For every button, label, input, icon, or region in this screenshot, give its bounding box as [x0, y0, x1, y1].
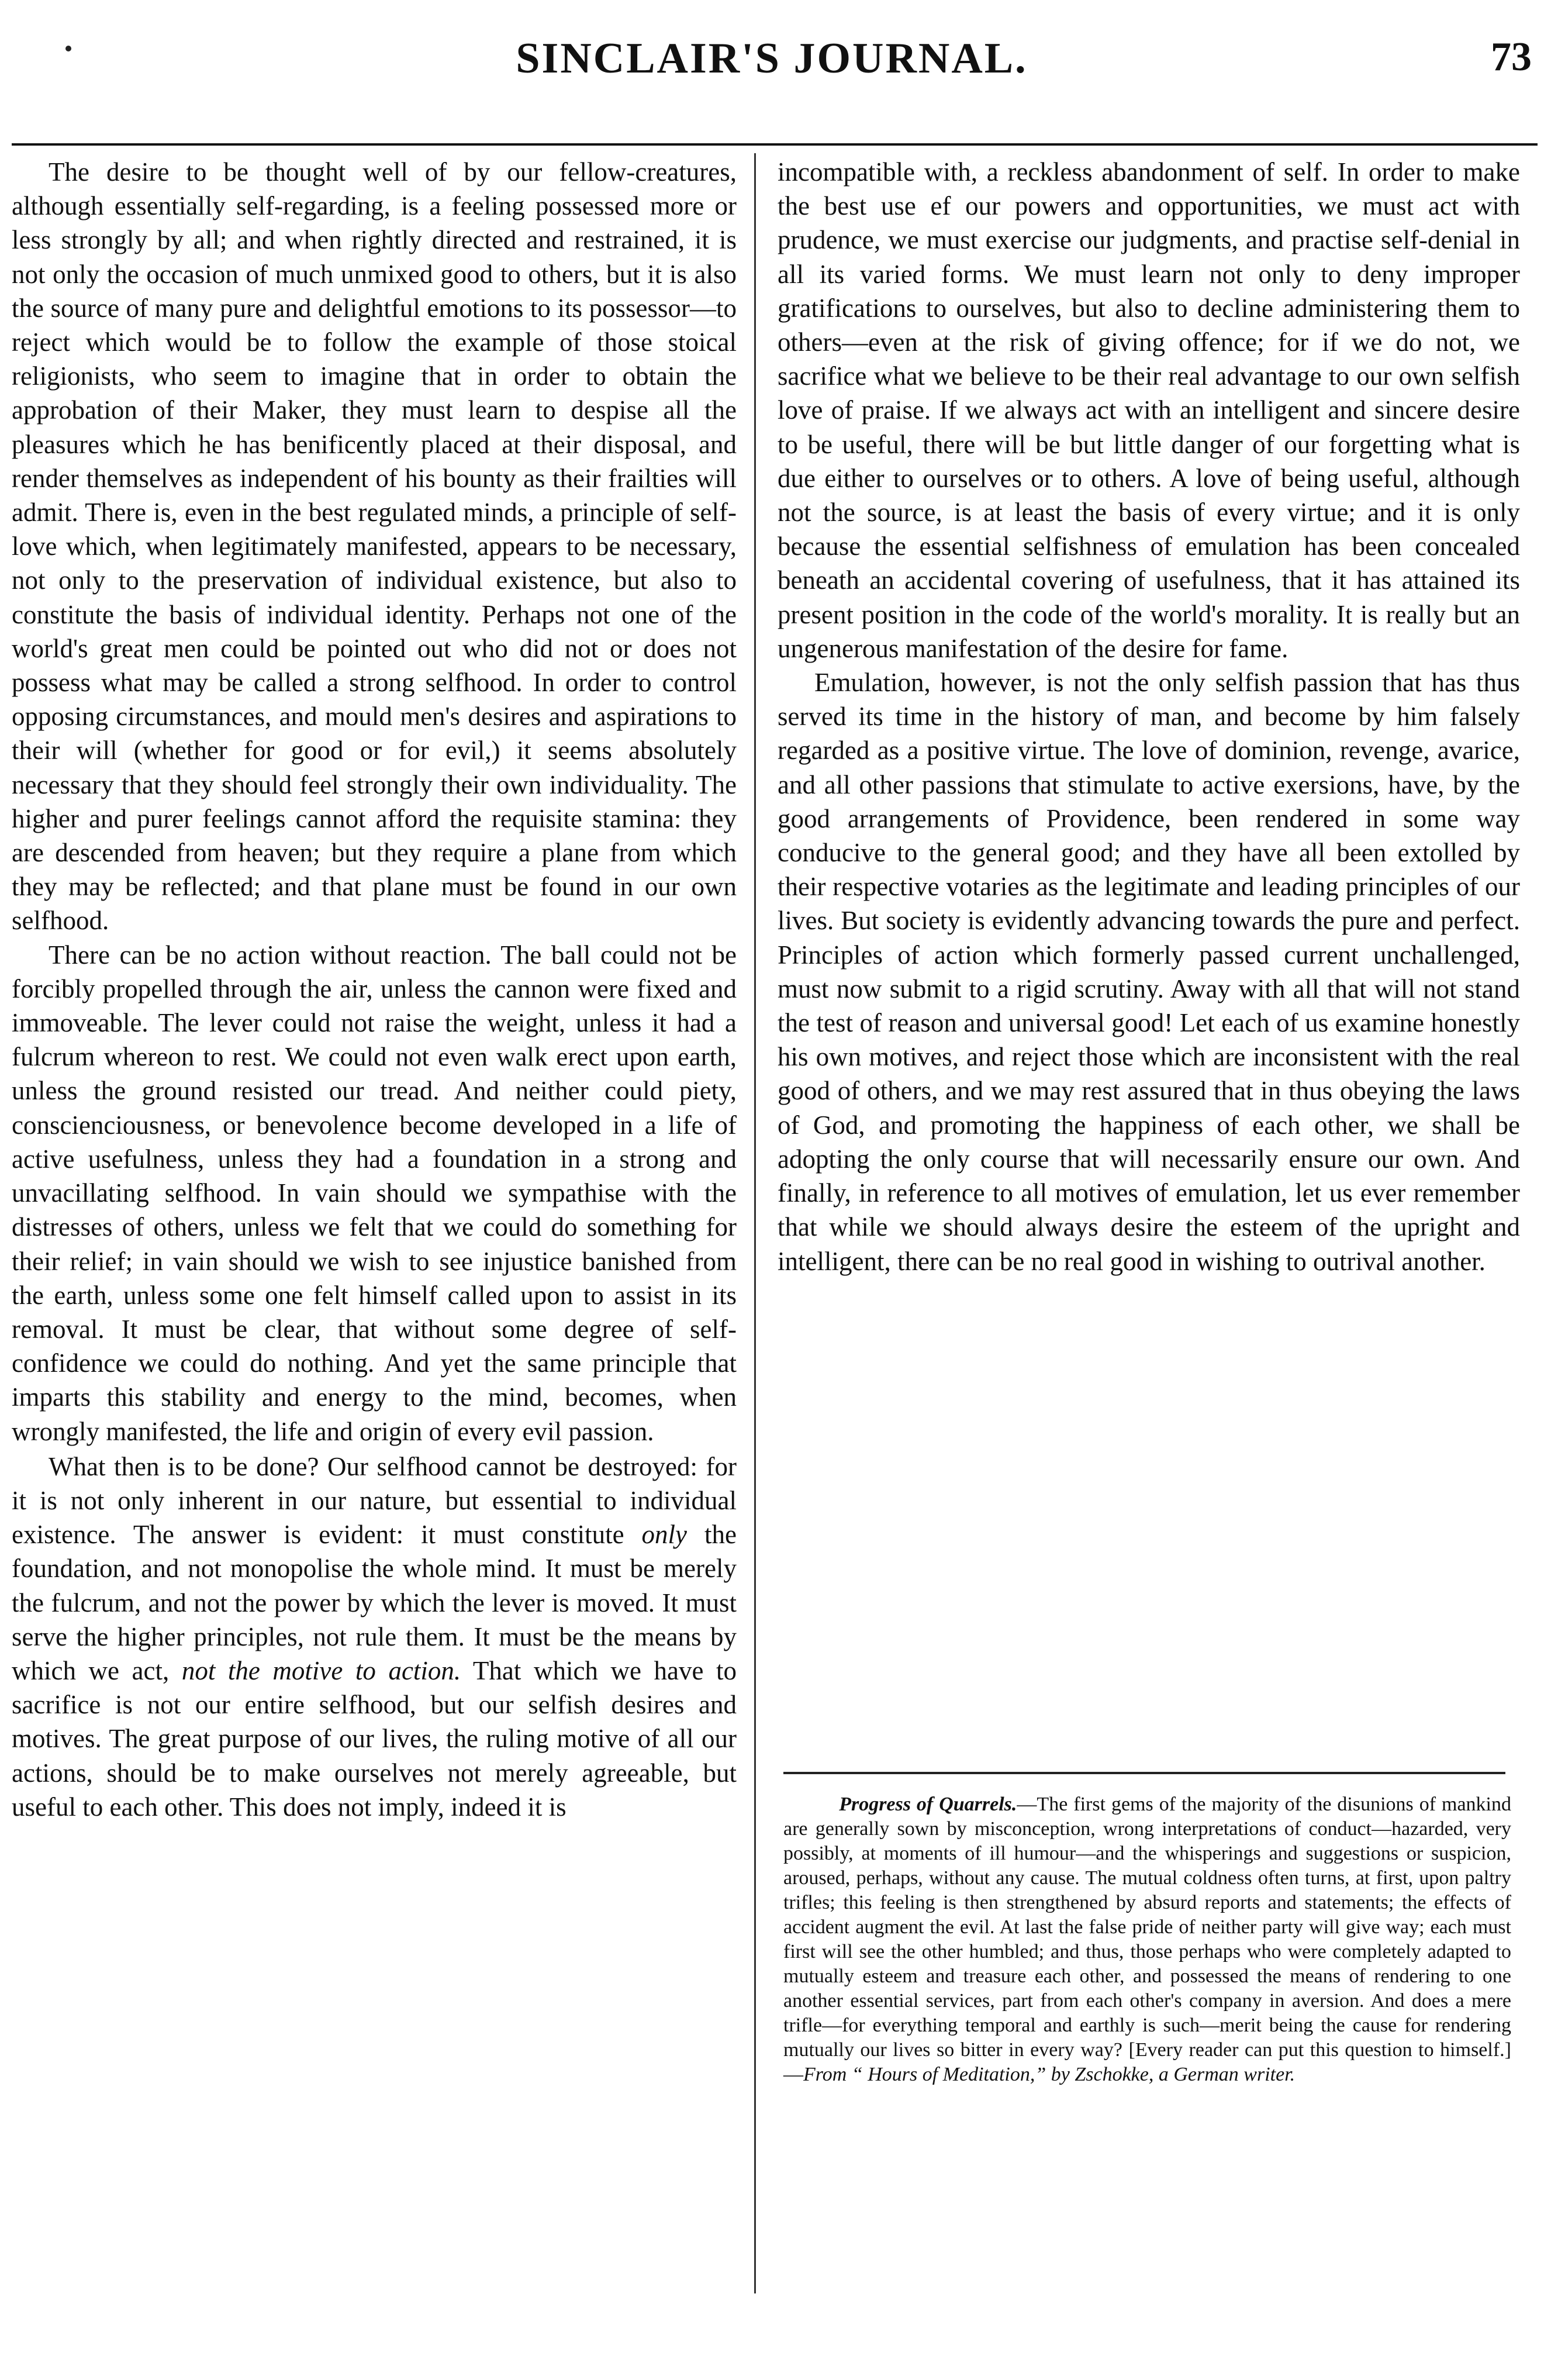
- anecdote-block: [783, 1792, 1511, 2087]
- anecdote-title: Progress of Quarrels.: [839, 1793, 1017, 1815]
- paragraph: incompatible with, a reckless abandonment of self. In order to make the best use ef our powers and opportunities, we must act with prudence, we must exercise our judgments, and practise self-denial in all its varied forms. We must learn not only to deny improper gratifications to ourselves, but also to decline administering them to others—even at the risk of giving offence; for if we do not, we sacrifice what we believe to be their real advantage to our own selfish love of praise. If we always act with an intelligent and sincere desire to be useful, there will be but little danger of our forgetting what is due either to ourselves or to others. A love of being useful, although not the source, is at least the basis of every virtue; and it is only because the essential selfishness of emulation has been concealed beneath an accidental covering of usefulness, that it has attained its present position in the code of the world's morality. It is really but an ungenerous manifestation of the desire for fame.: [778, 157, 1520, 663]
- ink-speck: [65, 46, 71, 51]
- anecdote-body: —The first gems of the majority of the disunions of mankind are generally sown by misconception, wrong interpretations of conduct—hazarded, very possibly, at moments of ill humour—and the whisperings and suggestions or suspicion, aroused, perhaps, without any cause. The mutual coldness often turns, at first, upon paltry trifles; this feeling is then strengthened by absurd reports and statements; the effects of accident augment the evil. At last the false pride of neither party will give way; each must first will see the other humbled; and thus, those perhaps who were completely adapted to mutually esteem and treasure each other, and possessed the means of rendering to one another essential services, part from each other's company in aversion. And does a mere trifle—for everything temporal and earthly is such—merit being the cause for rendering mutually our lives so bitter in every way? [Every reader can put this question to himself.]—: [783, 1793, 1511, 2085]
- paragraph: Emulation, however, is not the only selfish passion that has thus served its time in the history of man, and become by him falsely regarded as a positive virtue. The love of dominion, revenge, avarice, and all other passions that stimulate to active exersions, have, by the good arrangements of Providence, been rendered in some way conducive to the general good; and they have all been extolled by their respective votaries as the legitimate and leading principles of our lives. But society is evidently advancing towards the pure and perfect. Principles of action which formerly passed current unchallenged, must now submit to a rigid scrutiny. Away with all that will not stand the test of reason and universal good! Let each of us examine honestly his own motives, and reject those which are inconsistent with the real good of others, and we may rest assured that in thus obeying the laws of God, and promoting the happiness of each other, we shall be adopting the only course that will necessarily ensure our own. And finally, in reference to all motives of emulation, let us ever remember that while we should always desire the esteem of the upright and intelligent, there can be no real good in wishing to outrival another.: [778, 668, 1520, 1276]
- header-rule: [12, 143, 1538, 146]
- page-number: 73: [1491, 35, 1532, 80]
- page-header: [0, 0, 1558, 146]
- paragraph-text: the foundation, and not monopolise the whole mind. It must be merely the fulcrum, and not the power by which the lever is moved. It must serve the higher principles, not rule them. It must be the means by which we act,: [12, 1520, 737, 1685]
- column-divider: [754, 153, 756, 2293]
- anecdote-source: From “ Hours of Meditation,” by Zschokke, a German writer.: [803, 2064, 1296, 2085]
- right-column: [778, 155, 1520, 1278]
- paragraph-text: That which we have to sacrifice is not our entire selfhood, but our selfish desires and motives. The great purpose of our lives, the ruling motive of all our actions, should be to make ourselves not merely agreeable, but useful to each other. This does not imply, indeed it is: [12, 1655, 737, 1822]
- emphasis-text: only: [641, 1520, 688, 1550]
- paragraph: There can be no action without reaction. The ball could not be forcibly propelled through the air, unless the cannon were fixed and immoveable. The lever could not raise the weight, unless it had a fulcrum whereon to rest. We could not even walk erect upon earth, unless the ground resisted our tread. And neither could piety, conscienciousness, or benevolence become developed in a life of active usefulness, unless they had a foundation in a strong and unvacillating selfhood. In vain should we sympathise with the distresses of others, unless we felt that we could do something for their relief; in vain should we wish to see injustice banished from the earth, unless some one felt himself called upon to assist in its removal. It must be clear, that without some degree of self-confidence we could do nothing. And yet the same principle that imparts this stability and energy to the mind, becomes, when wrongly manifested, the life and origin of every evil passion.: [12, 940, 737, 1446]
- paragraph-text: What then is to be done? Our selfhood cannot be destroyed: for it is not only inherent in our nature, but essential to individual existence. The answer is evident: it must constitute: [12, 1451, 737, 1550]
- paragraph: The desire to be thought well of by our fellow-creatures, although essentially self-regarding, is a feeling possessed more or less strongly by all; and when rightly directed and restrained, it is not only the occasion of much unmixed good to others, but it is also the source of many pure and delightful emotions to its possessor—to reject which would be to follow the example of those stoical religionists, who seem to imagine that in order to obtain the approbation of their Maker, they must learn to despise all the pleasures which he has benificently placed at their disposal, and render themselves as independent of his bounty as their frailties will admit. There is, even in the best regulated minds, a principle of self-love which, when legitimately manifested, appears to be necessary, not only to the preservation of individual existence, but also to constitute the basis of individual identity. Perhaps not one of the world's great men could be pointed out who did not or does not possess what may be called a strong selfhood. In order to control opposing circumstances, and mould men's desires and aspirations to their will (whether for good or for evil,) it seems absolutely necessary that they should feel strongly their own individuality. The higher and purer feelings cannot afford the requisite stamina: they are descended from heaven; but they require a plane from which they may be reflected; and that plane must be found in our own selfhood.: [12, 157, 737, 936]
- left-column: [12, 155, 737, 1824]
- emphasis-text: not the motive to action.: [181, 1655, 461, 1685]
- paragraph: [12, 1450, 737, 1824]
- journal-title: SINCLAIR'S JOURNAL.: [516, 35, 1028, 82]
- section-rule: [783, 1772, 1505, 1774]
